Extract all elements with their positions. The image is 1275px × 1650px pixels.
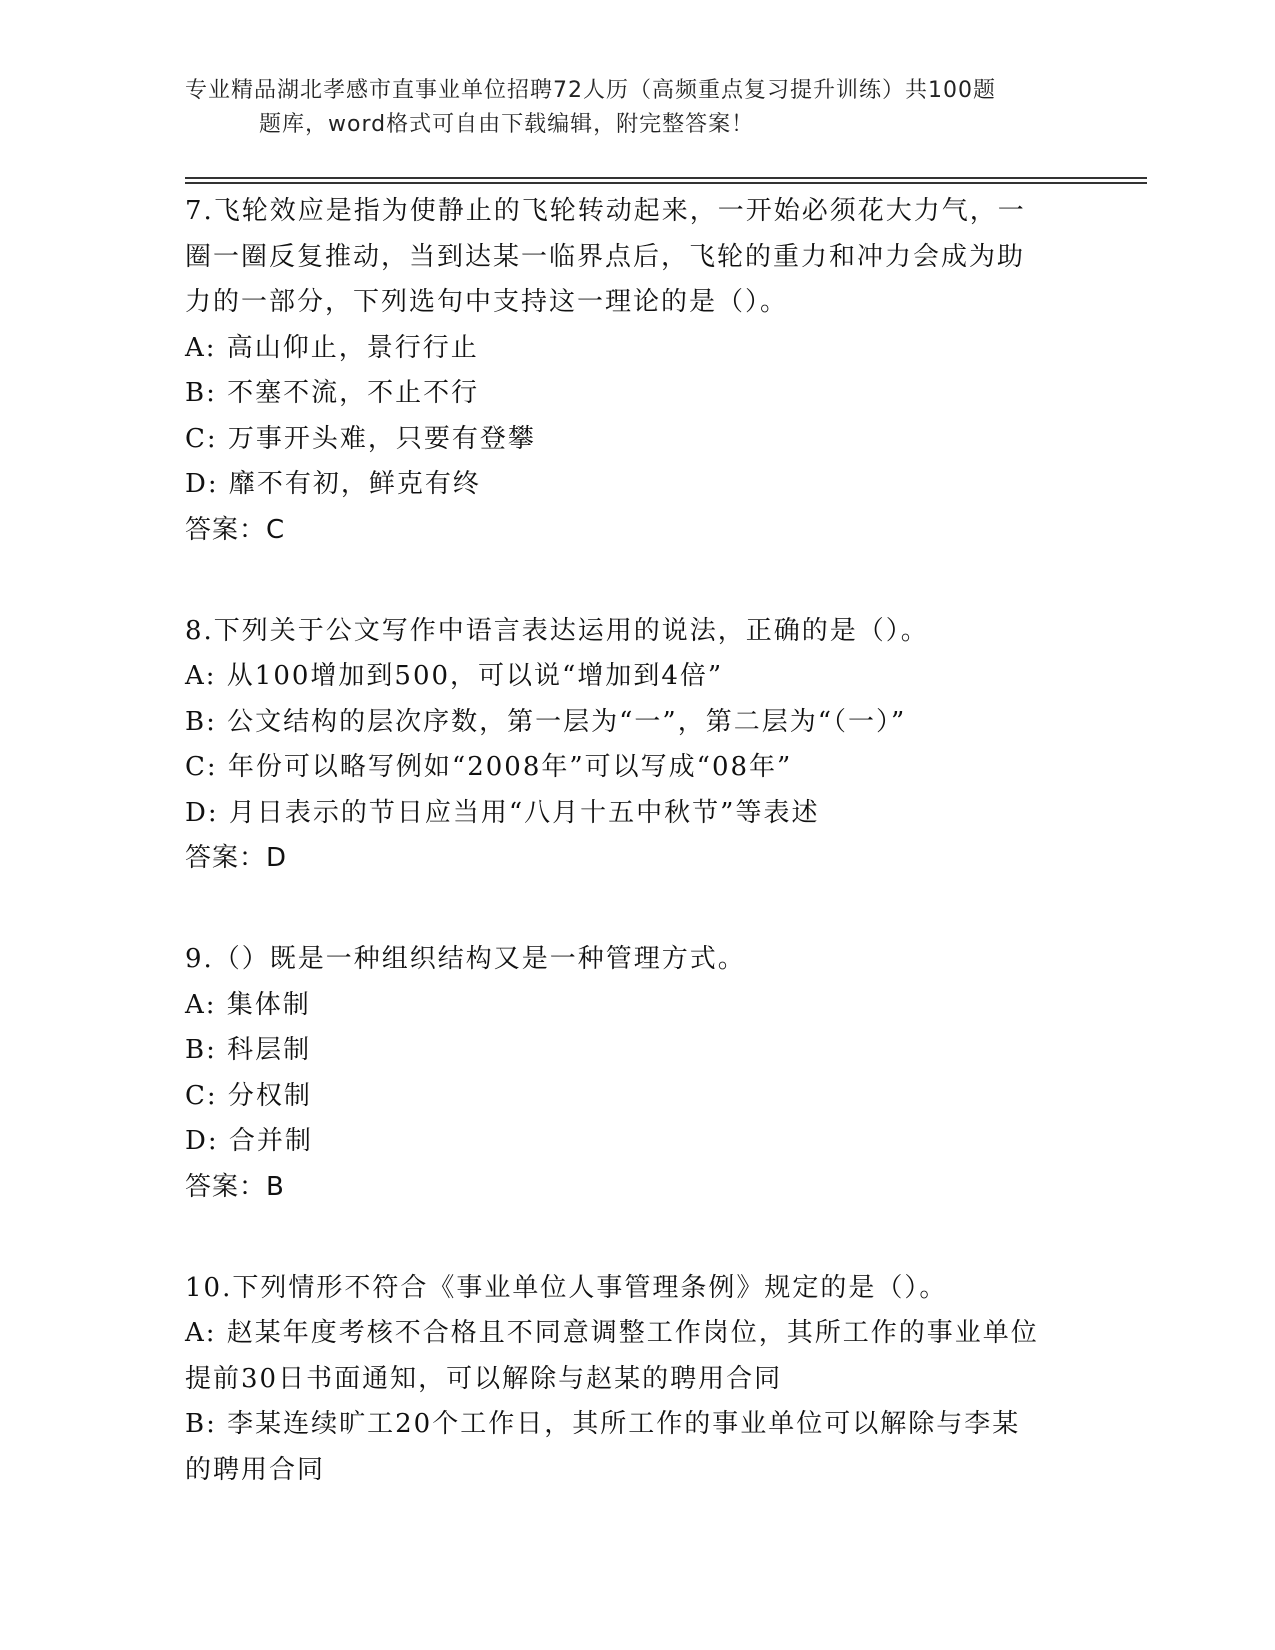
option-a: A: 高山仰止，景行行止 bbox=[185, 332, 479, 363]
answer-label: 答案：D bbox=[185, 843, 288, 873]
question-stem: 圈一圈反复推动，当到达某一临界点后，飞轮的重力和冲力会成为助 bbox=[185, 241, 1026, 272]
answer-label: 答案：B bbox=[185, 1171, 285, 1202]
option-b-continued: 的聘用合同 bbox=[185, 1454, 326, 1485]
question-10 bbox=[185, 1266, 1085, 1494]
option-d: D: 月日表示的节日应当用“八月十五中秋节”等表述 bbox=[185, 797, 820, 828]
question-list bbox=[185, 189, 1085, 1549]
answer-label: 答案：C bbox=[185, 514, 286, 545]
option-c: C: 万事开头难，只要有登攀 bbox=[185, 423, 536, 454]
option-b: B: 公文结构的层次序数，第一层为“一”，第二层为“（一）” bbox=[185, 706, 907, 737]
document-header bbox=[185, 74, 1085, 142]
header-line-2: 题库，word格式可自由下载编辑，附完整答案！ bbox=[259, 112, 755, 137]
option-a: A: 赵某年度考核不合格且不同意调整工作岗位，其所工作的事业单位 bbox=[185, 1318, 1039, 1348]
question-stem: 10.下列情形不符合《事业单位人事管理条例》规定的是（）。 bbox=[185, 1272, 948, 1303]
option-d: D: 合并制 bbox=[185, 1126, 313, 1156]
header-rule-bottom bbox=[185, 182, 1147, 184]
option-a: A: 集体制 bbox=[185, 989, 311, 1020]
option-c: C: 分权制 bbox=[185, 1080, 312, 1111]
option-b: B: 不塞不流，不止不行 bbox=[185, 378, 480, 408]
question-stem: 9.（）既是一种组织结构又是一种管理方式。 bbox=[185, 944, 746, 974]
question-9 bbox=[185, 937, 1085, 1210]
header-line-1: 专业精品湖北孝感市直事业单位招聘72人历（高频重点复习提升训练）共100题 bbox=[185, 78, 996, 103]
option-a: A: 从100增加到500，可以说“增加到4倍” bbox=[185, 661, 724, 691]
question-stem: 力的一部分，下列选句中支持这一理论的是（）。 bbox=[185, 287, 789, 317]
header-rule-top bbox=[185, 177, 1147, 179]
option-b: B: 李某连续旷工20个工作日，其所工作的事业单位可以解除与李某 bbox=[185, 1409, 1021, 1439]
option-b: B: 科层制 bbox=[185, 1035, 312, 1065]
question-stem: 8.下列关于公文写作中语言表达运用的说法，正确的是（）。 bbox=[185, 615, 929, 646]
question-7 bbox=[185, 189, 1085, 553]
question-stem: 7.飞轮效应是指为使静止的飞轮转动起来，一开始必须花大力气，一 bbox=[185, 196, 1026, 226]
option-c: C: 年份可以略写例如“2008年”可以写成“08年” bbox=[185, 752, 793, 782]
option-a-continued: 提前30日书面通知，可以解除与赵某的聘用合同 bbox=[185, 1363, 783, 1394]
option-d: D: 靡不有初，鲜克有终 bbox=[185, 469, 481, 499]
question-8 bbox=[185, 609, 1085, 882]
